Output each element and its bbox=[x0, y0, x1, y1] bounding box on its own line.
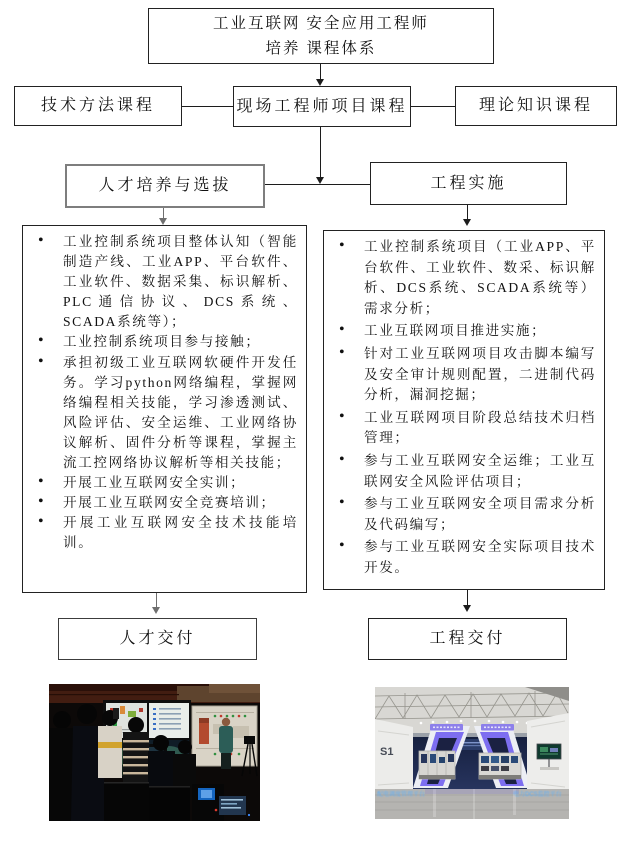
delivery-box-engineering bbox=[368, 618, 567, 660]
course-label: 技术方法课程 bbox=[40, 97, 155, 114]
bullet-item: • 工业控制系统项目整体认知（智能制造产线、工业APP、平台软件、工业软件、数据采集、标识解析、PLC通信协议、DCS系统、SCADA系统等）； bbox=[35, 232, 298, 332]
connector-line bbox=[320, 64, 321, 80]
talent-track-detail-box bbox=[22, 225, 307, 593]
down-arrow-icon bbox=[316, 177, 324, 184]
track-box-talent-selection bbox=[65, 164, 265, 208]
course-label: 理论知识课程 bbox=[478, 97, 593, 114]
course-label: 现场工程师项目课程 bbox=[236, 97, 408, 115]
bullet-item: • 工业控制系统项目（工业APP、平台软件、工业软件、数采、标识解析、DCS系统、SCADA系统等）需求分析； bbox=[336, 237, 596, 319]
track-label: 工程实施 bbox=[430, 174, 507, 192]
engineering-track-bullet-list bbox=[336, 237, 596, 581]
talent-track-bullet-list bbox=[35, 232, 298, 554]
exhibition-booth-photo bbox=[375, 687, 569, 819]
bullet-item: • 承担初级工业互联网软硬件开发任务。学习python网络编程，掌握网络编程相关技能，学习渗透测试、风险评估、安全运维、工业网络协议解析、固件分析等课程，掌握主流工控网络协议解析等相关技能； bbox=[35, 353, 298, 474]
delivery-box-talent bbox=[58, 618, 257, 660]
delivery-label: 工程交付 bbox=[429, 630, 506, 647]
connector-line bbox=[411, 106, 455, 107]
booth-glow-text-left: 配电调度管理平台 bbox=[377, 792, 426, 798]
bullet-item: • 工业控制系统项目参与接触； bbox=[35, 332, 298, 352]
title-box bbox=[148, 8, 494, 64]
engineering-track-detail-box bbox=[323, 230, 605, 590]
bullet-item: • 参与工业互联网安全项目需求分析及代码编写； bbox=[336, 494, 596, 535]
down-arrow-icon bbox=[463, 219, 471, 226]
training-room-photo-art bbox=[49, 684, 260, 821]
bullet-item: • 工业互联网项目推进实施； bbox=[336, 321, 596, 342]
connector-line bbox=[156, 593, 157, 608]
track-box-engineering bbox=[370, 162, 567, 205]
track-label: 人才培养与选拔 bbox=[98, 177, 232, 194]
bullet-item: • 针对工业互联网项目攻击脚本编写及安全审计规则配置，二进制代码分析，漏洞挖掘； bbox=[336, 344, 596, 406]
course-box-theory bbox=[455, 86, 617, 126]
down-arrow-icon bbox=[316, 79, 324, 86]
bullet-item: • 开展工业互联网安全竞赛培训； bbox=[35, 493, 298, 513]
bullet-item: • 参与工业互联网安全运维；工业互联网安全风险评估项目； bbox=[336, 451, 596, 492]
title-line-2: 培养 课程体系 bbox=[265, 40, 377, 57]
connector-line bbox=[467, 590, 468, 606]
connector-line bbox=[320, 127, 321, 178]
bullet-item: • 工业互联网项目阶段总结技术归档管理； bbox=[336, 408, 596, 449]
training-room-photo bbox=[49, 684, 260, 821]
pillar-label-text: S1 bbox=[380, 746, 394, 758]
bullet-item: • 参与工业互联网安全实际项目技术开发。 bbox=[336, 537, 596, 578]
delivery-label: 人才交付 bbox=[119, 630, 196, 647]
booth-glow-text-right: 电力DCS监控平台 bbox=[513, 792, 562, 798]
bullet-item: • 开展工业互联网安全技术技能培训。 bbox=[35, 513, 298, 553]
down-arrow-icon bbox=[152, 607, 160, 614]
connector-line bbox=[467, 205, 468, 220]
down-arrow-icon bbox=[463, 605, 471, 612]
course-box-field-engineer bbox=[233, 86, 411, 127]
bullet-item: • 开展工业互联网安全实训； bbox=[35, 473, 298, 493]
exhibition-booth-photo-art bbox=[375, 687, 569, 819]
connector-line bbox=[182, 106, 233, 107]
down-arrow-icon bbox=[159, 218, 167, 225]
title-line-1: 工业互联网 安全应用工程师 bbox=[213, 15, 429, 32]
course-box-technical bbox=[14, 86, 182, 126]
connector-line bbox=[265, 184, 370, 185]
